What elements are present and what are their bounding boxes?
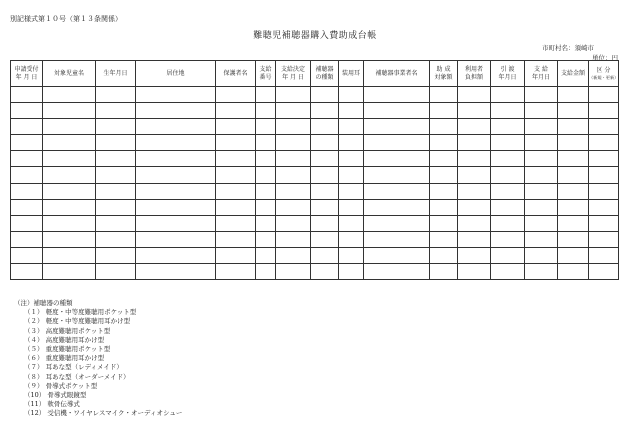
column-header-text: 支 給 [534,65,548,73]
table-cell[interactable] [491,199,525,215]
column-header [96,61,136,87]
table-cell[interactable] [430,199,458,215]
table-cell[interactable] [558,103,589,119]
column-header [430,61,458,87]
table-cell[interactable] [11,264,43,280]
table-cell[interactable] [525,183,558,199]
table-cell[interactable] [43,215,96,231]
column-header-text: 対象額 [434,73,453,81]
table-cell[interactable] [558,135,589,151]
table-cell[interactable] [525,151,558,167]
table-cell[interactable] [339,264,364,280]
notes-item: （10） 骨導式眼鏡型 [24,391,87,400]
table-row [11,87,619,103]
table-cell[interactable] [43,135,96,151]
table-cell[interactable] [364,119,430,135]
table-cell[interactable] [339,247,364,263]
table-cell[interactable] [525,135,558,151]
table-cell[interactable] [276,87,311,103]
notes-item: （９） 骨導式ポケット型 [24,381,98,390]
table-cell[interactable] [339,231,364,247]
column-header-text: 支給 [259,65,272,73]
table-cell[interactable] [96,119,136,135]
table-cell[interactable] [339,135,364,151]
column-header-text: 引 渡 [500,65,515,73]
table-cell[interactable] [589,151,619,167]
table-cell[interactable] [276,135,311,151]
table-cell[interactable] [11,167,43,183]
column-header-text: 負担額 [464,73,483,81]
table-cell[interactable] [276,231,311,247]
notes-item: （１） 軽度・中等度難聴用ポケット型 [24,308,137,317]
table-cell[interactable] [256,264,276,280]
table-cell[interactable] [216,199,256,215]
column-header-text: 番号 [259,73,272,81]
form-label: 別記様式第１０号（第１３条関係） [10,15,122,23]
table-cell[interactable] [525,247,558,263]
column-header-text: 装用耳 [341,69,360,77]
table-cell[interactable] [458,199,491,215]
table-cell[interactable] [276,119,311,135]
table-cell[interactable] [458,215,491,231]
notes-item: （８） 耳あな型（オーダーメイド） [24,372,130,381]
table-cell[interactable] [491,183,525,199]
table-cell[interactable] [256,247,276,263]
table-cell[interactable] [525,103,558,119]
table-cell[interactable] [458,135,491,151]
table-cell[interactable] [11,103,43,119]
table-cell[interactable] [458,231,491,247]
table-cell[interactable] [558,199,589,215]
notes-item: （４） 高度難聴用耳かけ型 [24,335,105,344]
notes-title: （注）補聴器の種類 [14,299,73,307]
notes-item: （11） 軟骨伝導式 [24,400,80,409]
table-cell[interactable] [276,264,311,280]
table-cell[interactable] [96,167,136,183]
table-cell[interactable] [491,264,525,280]
table-cell[interactable] [96,103,136,119]
table-cell[interactable] [430,103,458,119]
notes-item: （２） 軽度・中等度難聴用耳かけ型 [24,317,131,326]
table-cell[interactable] [339,167,364,183]
column-header-text: 保護者名 [223,69,248,77]
table-row [11,247,619,263]
table-cell[interactable] [364,231,430,247]
column-header-text: 対象児童名 [53,69,84,77]
table-cell[interactable] [216,87,256,103]
table-cell[interactable] [589,215,619,231]
unit-label: 単位：円 [592,54,618,62]
column-header [339,61,364,87]
table-cell[interactable] [430,87,458,103]
table-cell[interactable] [491,151,525,167]
notes-item: （７） 耳あな型（レディメイド） [24,363,123,372]
table-cell[interactable] [136,135,216,151]
notes-item: （６） 重度難聴用耳かけ型 [24,354,105,363]
column-header [558,61,589,87]
table-cell[interactable] [96,247,136,263]
table-cell[interactable] [11,87,43,103]
table-cell[interactable] [558,247,589,263]
notes-item: （12） 受信機・ワイヤレスマイク・オーディオシュー [24,409,183,418]
ledger-table [10,60,619,280]
table-body [11,87,619,280]
table-cell[interactable] [276,183,311,199]
table-cell[interactable] [311,183,339,199]
table-cell[interactable] [589,119,619,135]
column-header [364,61,430,87]
table-row [11,167,619,183]
table-cell[interactable] [11,199,43,215]
table-cell[interactable] [491,231,525,247]
column-header [216,61,256,87]
notes-item: （５） 重度難聴用ポケット型 [24,345,111,354]
table-cell[interactable] [136,215,216,231]
table-cell[interactable] [136,167,216,183]
table-cell[interactable] [589,87,619,103]
table-cell[interactable] [216,183,256,199]
table-cell[interactable] [430,135,458,151]
table-cell[interactable] [311,135,339,151]
table-cell[interactable] [311,264,339,280]
table-cell[interactable] [558,167,589,183]
table-cell[interactable] [430,119,458,135]
column-header-text: 申請受付 [14,65,39,73]
table-row [11,231,619,247]
table-cell[interactable] [96,183,136,199]
column-header [589,61,619,87]
column-header [311,61,339,87]
table-cell[interactable] [458,103,491,119]
table-cell[interactable] [430,183,458,199]
table-cell[interactable] [364,135,430,151]
column-header-text: の種類 [315,73,334,81]
table-cell[interactable] [589,167,619,183]
table-cell[interactable] [216,167,256,183]
table-cell[interactable] [256,167,276,183]
table-cell[interactable] [458,183,491,199]
table-cell[interactable] [256,119,276,135]
table-cell[interactable] [11,183,43,199]
table-cell[interactable] [311,87,339,103]
municipality-label: 市町村名：須崎市 [542,44,594,52]
table-cell[interactable] [11,135,43,151]
column-header-text: 居住地 [166,69,185,77]
table-cell[interactable] [256,151,276,167]
table-cell[interactable] [43,167,96,183]
table-cell[interactable] [339,199,364,215]
table-cell[interactable] [136,199,216,215]
table-cell[interactable] [216,135,256,151]
column-header-text: 補聴器事業者名 [375,69,418,77]
table-cell[interactable] [276,167,311,183]
table-cell[interactable] [458,87,491,103]
table-cell[interactable] [558,119,589,135]
column-header [458,61,491,87]
table-cell[interactable] [589,264,619,280]
table-cell[interactable] [43,199,96,215]
table-cell[interactable] [136,183,216,199]
column-header-text: 生年月日 [103,69,128,77]
notes-item: （３） 高度難聴用ポケット型 [24,326,111,335]
table-cell[interactable] [216,264,256,280]
table-cell[interactable] [43,151,96,167]
table-cell[interactable] [339,87,364,103]
table-cell[interactable] [43,247,96,263]
table-cell[interactable] [11,119,43,135]
table-cell[interactable] [339,183,364,199]
table-cell[interactable] [216,231,256,247]
table-cell[interactable] [96,151,136,167]
table-cell[interactable] [311,247,339,263]
table-cell[interactable] [216,247,256,263]
table-row [11,151,619,167]
table-cell[interactable] [216,151,256,167]
table-row [11,264,619,280]
table-cell[interactable] [458,167,491,183]
column-header-text: 年月日 [531,73,550,81]
table-cell[interactable] [491,167,525,183]
table-cell[interactable] [136,231,216,247]
table-cell[interactable] [430,231,458,247]
table-cell[interactable] [339,119,364,135]
table-cell[interactable] [364,87,430,103]
column-header-text: 支給金額 [560,69,585,77]
column-header-text: 年 月 日 [15,73,38,81]
table-cell[interactable] [525,167,558,183]
table-cell[interactable] [458,264,491,280]
table-row [11,103,619,119]
table-cell[interactable] [525,199,558,215]
table-cell[interactable] [96,199,136,215]
table-cell[interactable] [589,247,619,263]
table-cell[interactable] [96,215,136,231]
table-cell[interactable] [525,231,558,247]
table-cell[interactable] [589,183,619,199]
column-header [491,61,525,87]
table-cell[interactable] [43,231,96,247]
column-header [256,61,276,87]
table-cell[interactable] [558,215,589,231]
table-cell[interactable] [558,264,589,280]
table-cell[interactable] [589,135,619,151]
table-row [11,183,619,199]
table-cell[interactable] [430,247,458,263]
table-cell[interactable] [136,119,216,135]
table-cell[interactable] [430,151,458,167]
table-cell[interactable] [311,231,339,247]
table-cell[interactable] [256,199,276,215]
table-cell[interactable] [136,247,216,263]
table-cell[interactable] [430,167,458,183]
table-cell[interactable] [256,103,276,119]
column-header [136,61,216,87]
table-cell[interactable] [256,183,276,199]
table-cell[interactable] [136,264,216,280]
table-cell[interactable] [216,215,256,231]
table-cell[interactable] [364,151,430,167]
page-title: 難聴児補聴器購入費助成台帳 [253,31,377,41]
table-cell[interactable] [430,215,458,231]
table-cell[interactable] [311,119,339,135]
table-cell[interactable] [43,183,96,199]
column-header-text: 区 分 [596,66,611,74]
table-cell[interactable] [364,103,430,119]
table-cell[interactable] [311,103,339,119]
table-cell[interactable] [276,215,311,231]
table-cell[interactable] [339,103,364,119]
table-cell[interactable] [256,135,276,151]
table-cell[interactable] [525,215,558,231]
table-cell[interactable] [216,103,256,119]
table-cell[interactable] [339,151,364,167]
table-cell[interactable] [276,247,311,263]
table-cell[interactable] [364,264,430,280]
table-cell[interactable] [216,119,256,135]
table-cell[interactable] [491,87,525,103]
table-header-row [11,61,619,87]
table-cell[interactable] [364,247,430,263]
table-cell[interactable] [136,103,216,119]
table-cell[interactable] [311,199,339,215]
column-header-text: （新規・更新） [589,74,619,80]
column-header [11,61,43,87]
column-header-text: 支給決定 [280,65,305,73]
table-cell[interactable] [276,151,311,167]
table-cell[interactable] [11,215,43,231]
table-cell[interactable] [491,119,525,135]
table-cell[interactable] [558,87,589,103]
column-header-text: 補聴器 [315,65,334,73]
column-header [276,61,311,87]
column-header-text: 利用者 [464,65,483,73]
column-header [43,61,96,87]
table-cell[interactable] [491,247,525,263]
table-cell[interactable] [491,215,525,231]
column-header [525,61,558,87]
table-cell[interactable] [256,87,276,103]
table-cell[interactable] [558,183,589,199]
table-cell[interactable] [458,151,491,167]
table-cell[interactable] [525,87,558,103]
table-cell[interactable] [525,119,558,135]
table-cell[interactable] [43,264,96,280]
table-cell[interactable] [589,231,619,247]
table-cell[interactable] [11,247,43,263]
table-cell[interactable] [364,215,430,231]
table-cell[interactable] [430,264,458,280]
table-cell[interactable] [11,231,43,247]
table-cell[interactable] [589,103,619,119]
table-cell[interactable] [43,103,96,119]
table-cell[interactable] [525,264,558,280]
table-cell[interactable] [311,151,339,167]
table-cell[interactable] [43,119,96,135]
table-row [11,135,619,151]
column-header-text: 年 月 日 [282,73,304,81]
table-cell[interactable] [339,215,364,231]
table-cell[interactable] [43,87,96,103]
notes-section [14,299,182,419]
table-cell[interactable] [364,167,430,183]
table-cell[interactable] [96,264,136,280]
table-cell[interactable] [364,183,430,199]
table-cell[interactable] [256,231,276,247]
notes-list [14,308,182,418]
table-cell[interactable] [458,119,491,135]
table-cell[interactable] [491,135,525,151]
table-cell[interactable] [276,199,311,215]
table-cell[interactable] [96,87,136,103]
table-cell[interactable] [558,151,589,167]
table-cell[interactable] [311,215,339,231]
table-cell[interactable] [96,135,136,151]
table-cell[interactable] [136,87,216,103]
table-cell[interactable] [364,199,430,215]
table-cell[interactable] [589,199,619,215]
table-cell[interactable] [276,103,311,119]
table-cell[interactable] [491,103,525,119]
table-row [11,199,619,215]
table-cell[interactable] [458,247,491,263]
table-cell[interactable] [256,215,276,231]
table-row [11,215,619,231]
table-cell[interactable] [11,151,43,167]
table-cell[interactable] [311,167,339,183]
table-cell[interactable] [96,231,136,247]
table-cell[interactable] [558,231,589,247]
column-header-text: 年月日 [498,73,517,81]
table-cell[interactable] [136,151,216,167]
table-row [11,119,619,135]
column-header-text: 助 成 [436,65,451,73]
